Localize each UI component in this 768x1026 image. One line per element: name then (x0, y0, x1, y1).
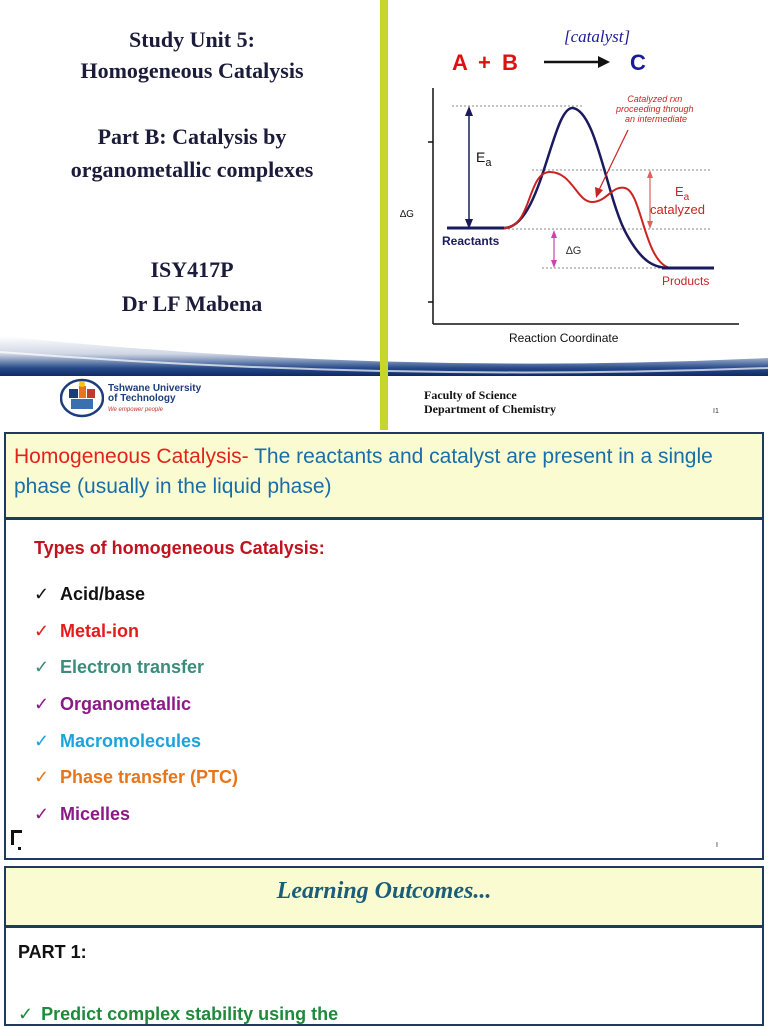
university-logo-icon (60, 378, 104, 418)
outcome-text: Predict complex stability using the (41, 1004, 339, 1024)
catalyzed-label: catalyzed (650, 202, 705, 217)
university-name-line2: of Technology (108, 393, 176, 404)
department-name: Department of Chemistry (424, 402, 556, 416)
type-item-metal-ion (34, 620, 139, 642)
outcomes-heading: Learning Outcomes... (276, 878, 492, 904)
part-title-line2: organometallic complexes (70, 157, 314, 182)
unit-title-line2: Homogeneous Catalysis (80, 58, 304, 83)
ea-label: $E_a$ (476, 149, 492, 169)
slide-divider (380, 0, 388, 430)
delta-g-label: ∆G (566, 245, 582, 257)
annotation: Catalyzed rxn proceeding through an intermediate (615, 94, 694, 124)
check-icon: ✓ (34, 584, 50, 604)
check-icon: ✓ (34, 694, 50, 714)
part-title: Part B: Catalysis by (97, 124, 287, 149)
type-item-organometallic (34, 693, 191, 715)
plus-sign: + (478, 50, 491, 75)
lecturer-name: Dr LF Mabena (121, 291, 263, 316)
energy-diagram (392, 0, 768, 360)
type-label: Metal-ion (60, 621, 139, 641)
type-label: Acid/base (60, 584, 146, 604)
check-icon: ✓ (34, 731, 50, 751)
x-axis-label: Reaction Coordinate (509, 331, 619, 345)
faculty-name: Faculty of Science (424, 388, 517, 402)
type-label: Electron transfer (60, 657, 205, 677)
corner-fragment-icon (10, 829, 24, 851)
ea-catalyzed-label: $E_a$ (675, 184, 690, 203)
definition-text (14, 442, 734, 502)
definition-box (6, 434, 762, 520)
learning-outcomes-slide (4, 866, 764, 1026)
check-icon: ✓ (34, 621, 50, 641)
course-code: ISY417P (150, 257, 234, 282)
outcomes-header-box (6, 868, 762, 928)
university-name-line1: Tshwane University (108, 383, 202, 394)
product-c: C (630, 50, 646, 75)
type-label: Macromolecules (60, 731, 202, 751)
type-label: Micelles (60, 804, 131, 824)
type-item-electron-transfer (34, 656, 204, 678)
type-item-acid-base (34, 583, 145, 605)
reaction-arrowhead (598, 56, 610, 68)
check-icon: ✓ (34, 657, 50, 677)
delta-g-axis-label: ∆G (400, 209, 414, 220)
definition-body: The reactants and catalyst are present in a single phase (usually in the liquid phase) (14, 445, 713, 498)
catalyst-label: [catalyst] (564, 27, 631, 46)
catalyzed-curve (504, 172, 670, 268)
unit-title: Study Unit 5: (129, 27, 255, 52)
type-label: Phase transfer (PTC) (60, 767, 239, 787)
page-mark: I (716, 842, 718, 849)
type-item-macromolecules (34, 730, 201, 752)
university-name (108, 384, 201, 404)
page-number: I1 (713, 408, 719, 415)
type-item-micelles (34, 803, 130, 825)
type-item-phase-transfer (34, 766, 238, 788)
part-label: PART 1: (18, 942, 87, 962)
products-label: Products (662, 274, 710, 288)
university-tagline: We empower people (108, 407, 163, 413)
types-slide (4, 432, 764, 860)
types-heading: Types of homogeneous Catalysis: (34, 538, 325, 558)
check-icon: ✓ (18, 1004, 34, 1024)
outcome-item (18, 1004, 338, 1025)
check-icon: ✓ (34, 767, 50, 787)
reactant-a: A (452, 50, 468, 75)
definition-term: Homogeneous Catalysis- (14, 445, 249, 468)
reactant-b: B (502, 50, 518, 75)
reactants-label: Reactants (442, 234, 500, 248)
check-icon: ✓ (34, 804, 50, 824)
title-slide (0, 0, 768, 430)
type-label: Organometallic (60, 694, 192, 714)
faculty-info (424, 388, 556, 416)
